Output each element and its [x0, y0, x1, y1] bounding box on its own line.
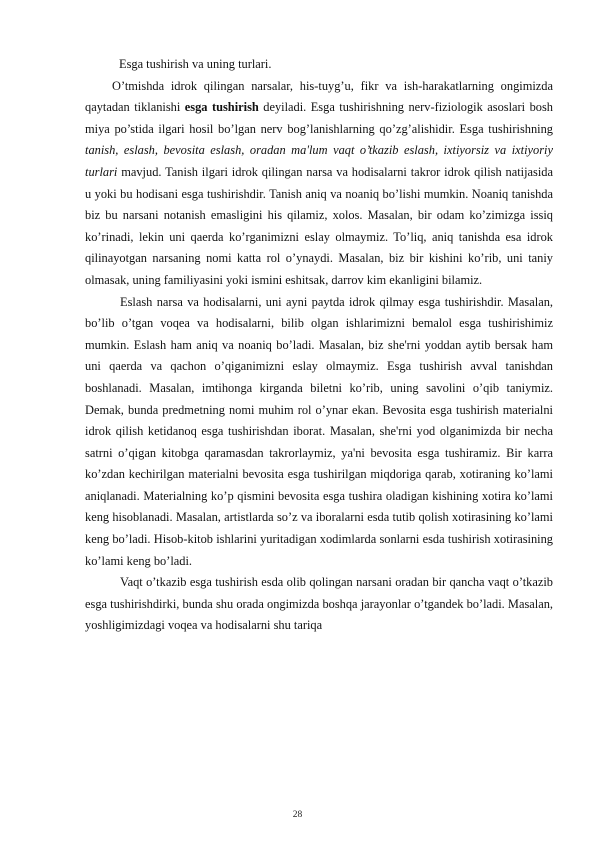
- p1-text-a: O’tmishda idrok qilingan narsalar, his-tuyg’u, fikr va ish-harakatlarning ongimizda qaytadan tiklanishi: [85, 78, 553, 115]
- paragraph-3: Vaqt o’tkazib esga tushirish esda olib qolingan narsani oradan bir qancha vaqt o’tkazib esga tushirishdirki, bunda shu orada ongimizda boshqa jarayonlar o’tgandek bo’ladi. Masalan, yoshligimizdagi voqea va hodisalarni shu tariqa: [85, 575, 553, 633]
- paragraph-2: Eslash narsa va hodisalarni, uni ayni paytda idrok qilmay esga tushirishdir. Masalan, bo’lib o’tgan voqea va hodisalarni, bilib olgan ishlarimizni bemalol esga tushirishimiz mumkin. Eslash ham aniq va noaniq bo’ladi. Masalan, biz she'rni yoddan aytib bersak ham uni qaerda va qachon o’qiganimizni eslay olmaymiz. Esga tushirish avval tanishdan boshlanadi. Masalan, imtihonga kirganda biletni ko’rib, uning savolini o’qib taniymiz. Demak, bunda predmetning nomi muhim rol o’ynar ekan. Bevosita esga tushirish materialni idrok qilish ketidanoq esga tushirishdan iborat. Masalan, she'rni yod olganimizda bir necha satrni o’qigan kitobga qaramasdan takrorlaymiz, ya'ni bevosita esga tushiramiz. Bir karra ko’zdan kechirilgan materialni bevosita esga tushirilgan miqdoriga qarab, xotiraning ko’lami aniqlanadi. Materialning ko’p qismini bevosita esga tushira oladigan kishining xotira ko’lami keng hisoblanadi. Masalan, artistlarda so’z va iboralarni esda tutib qolish xotirasining ko’lami keng bo’ladi. Hisob-kitob ishlarini yuritadigan xodimlarda sonlarni esda tushirish xotirasining ko’lami keng bo’ladi.: [85, 294, 553, 568]
- paragraph-1: [85, 76, 553, 292]
- term-esga-tushirish: esga tushirish: [184, 100, 259, 115]
- section-heading: Esga tushirish va uning turlari.: [119, 57, 272, 71]
- p1-text-c: deyiladi. Esga tushirishning nerv-fiziologik asoslari bosh miya po’stida ilgari hosil bo’lgan nerv bog’lanishlarning qo’zg’alishidir. Esga tushirishning: [85, 100, 553, 136]
- types-list: tanish, eslash, bevosita eslash, oradan ma'lum vaqt o’tkazib eslash, ixtiyorsiz va ixtiyoriy turlari: [85, 143, 553, 179]
- document-body: [85, 54, 553, 637]
- page-number: 28: [292, 810, 303, 820]
- p1-text-e: mavjud. Tanish ilgari idrok qilingan narsa va hodisalarni takror idrok qilish natijasida u yoki bu hodisani esga tushirishdir. Tanish aniq va noaniq bo’lishi mumkin. Noaniq tanishda biz bu narsani notanish emasligini his qilamiz, xolos. Masalan, bir odam ko’zimizga issiq ko’rinadi, lekin uni qaerda ko’rganimizni eslay olmaymiz. To’liq, aniq tanishda esa idrok qilinayotgan narsaning nomi katta rol o’ynaydi. Masalan, biz bir kishini ko’rib, uni taniy olmasak, uning familiyasini yoki ismini eshitsak, darrov kim ekanligini bilamiz.: [85, 164, 553, 287]
